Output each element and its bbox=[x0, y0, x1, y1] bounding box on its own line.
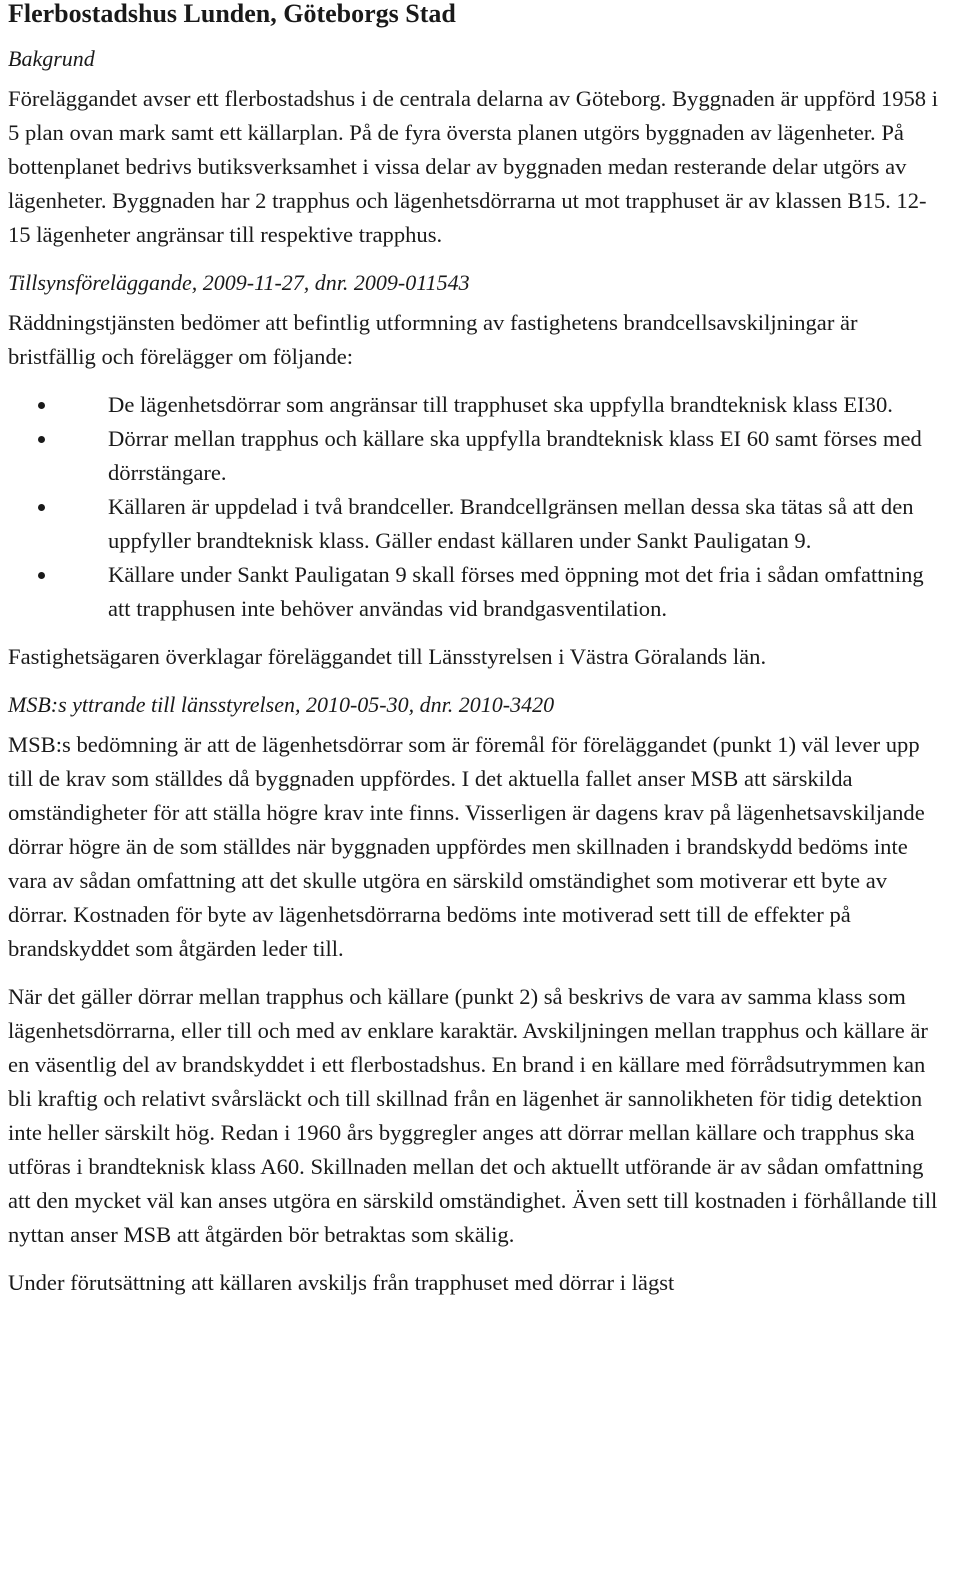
msb-paragraph-2: När det gäller dörrar mellan trapphus och källare (punkt 2) så beskrivs de vara av samma klass som lägenhetsdörrarna, eller till och med av enklare karaktär. Avskiljningen mellan trapphus och källare är en väsentlig del av brandskyddet i ett flerbostadshus. En brand i en källare med förrådsutrymmen kan bli kraftig och relativt svårsläckt och till skillnad från en lägenhet är sannolikheten för tidig detektion inte heller särskilt hög. Redan i 1960 års byggregler anges att dörrar mellan källare och trapphus ska utföras i brandteknisk klass A60. Skillnaden mellan det och aktuellt utförande är av sådan omfattning att den mycket väl kan anses utgöra en särskild omständighet. Även sett till kostnaden i förhållande till nyttan anser MSB att åtgärden bör betraktas som skälig. bbox=[8, 984, 938, 1247]
bullet-dot-icon bbox=[38, 572, 45, 579]
injunction-intro: Räddningstjänsten bedömer att befintlig utformning av fastighetens brandcellsavskiljningar är bristfällig och förelägger om följande: bbox=[8, 310, 858, 369]
bullet-dot-icon bbox=[38, 402, 45, 409]
section-heading-background: Bakgrund bbox=[8, 46, 95, 71]
bullet-dot-icon bbox=[38, 504, 45, 511]
background-paragraph: Föreläggandet avser ett flerbostadshus i de centrala delarna av Göteborg. Byggnaden är uppförd 1958 i 5 plan ovan mark samt ett källarplan. På de fyra översta planen utgörs byggnaden av lägenheter. På bottenplanet bedrivs butiksverksamhet i vissa delar av byggnaden medan resterande delar utgörs av lägenheter. Byggnaden har 2 trapphus och lägenhetsdörrarna ut mot trapphuset är av klassen B15. 12-15 lägenheter angränsar till respektive trapphus. bbox=[8, 86, 939, 247]
appeal-paragraph: Fastighetsägaren överklagar föreläggandet till Länsstyrelsen i Västra Göralands län. bbox=[8, 644, 767, 669]
injunction-list bbox=[8, 388, 948, 626]
list-item bbox=[8, 558, 948, 626]
list-item-text: Källare under Sankt Pauligatan 9 skall förses med öppning mot det fria i sådan omfattning att trapphusen inte behöver användas vid brandgasventilation. bbox=[108, 562, 924, 621]
list-item bbox=[8, 388, 948, 422]
bullet-dot-icon bbox=[38, 436, 45, 443]
section-heading-msb: MSB:s yttrande till länsstyrelsen, 2010-05-30, dnr. 2010-3420 bbox=[8, 692, 555, 717]
msb-paragraph-3: Under förutsättning att källaren avskiljs från trapphuset med dörrar i lägst bbox=[8, 1270, 675, 1295]
section-heading-injunction: Tillsynsföreläggande, 2009-11-27, dnr. 2009-011543 bbox=[8, 270, 470, 295]
list-item bbox=[8, 422, 948, 490]
list-item-text: Källaren är uppdelad i två brandceller. Brandcellgränsen mellan dessa ska tätas så att den uppfyller brandteknisk klass. Gäller endast källaren under Sankt Pauligatan 9. bbox=[108, 494, 914, 553]
list-item bbox=[8, 490, 948, 558]
list-item-text: Dörrar mellan trapphus och källare ska uppfylla brandteknisk klass EI 60 samt förses med dörrstängare. bbox=[108, 426, 922, 485]
msb-paragraph-1: MSB:s bedömning är att de lägenhetsdörrar som är föremål för föreläggandet (punkt 1) väl lever upp till de krav som ställdes då byggnaden uppfördes. I det aktuella fallet anser MSB att särskilda omständigheter för att ställa högre krav inte finns. Visserligen är dagens krav på lägenhetsavskiljande dörrar högre än de som ställdes när byggnaden uppfördes men skillnaden i brandskydd bedöms inte vara av sådan omfattning att det skulle utgöra en särskild omständighet som motiverar ett byte av dörrar. Kostnaden för byte av lägenhetsdörrarna bedöms inte motiverad sett till de effekter på brandskyddet som åtgärden leder till. bbox=[8, 732, 925, 961]
list-item-text: De lägenhetsdörrar som angränsar till trapphuset ska uppfylla brandteknisk klass EI30. bbox=[108, 392, 893, 417]
document-page bbox=[8, 0, 948, 1314]
document-title: Flerbostadshus Lunden, Göteborgs Stad bbox=[8, 0, 456, 28]
